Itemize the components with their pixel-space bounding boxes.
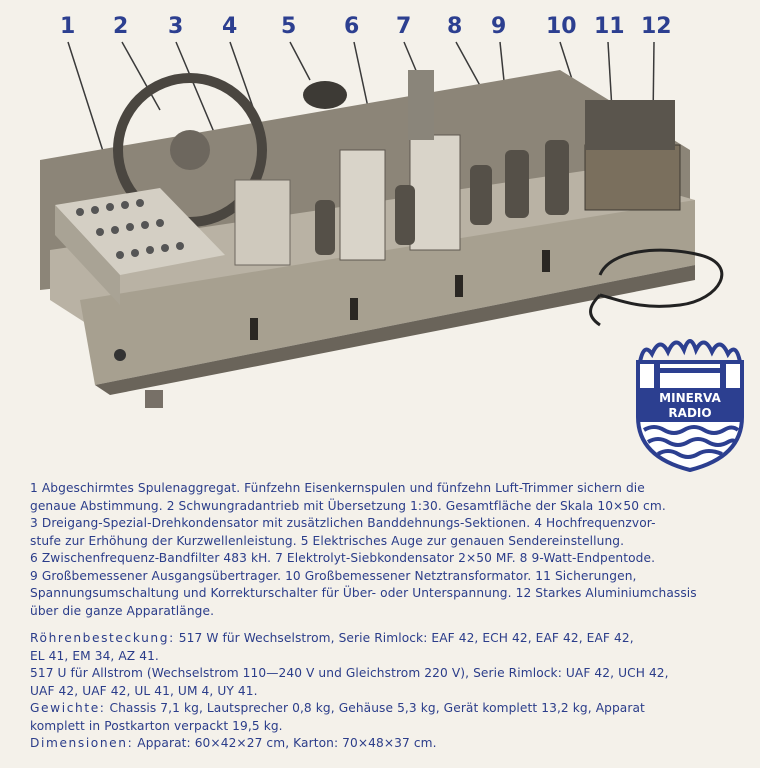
legend-line: 1 Abgeschirmtes Spulenaggregat. Fünfzehn Eisenkernspulen und fünfzehn Luft-Trimmer sichern die [30, 481, 645, 495]
weights-line-1 [30, 700, 730, 718]
logo-text-line2: RADIO [668, 406, 712, 420]
weights-label: Gewichte: [30, 701, 106, 715]
minerva-radio-logo [630, 322, 750, 472]
part-number-11: 11 [594, 14, 625, 39]
part-number-7: 7 [396, 14, 412, 39]
tubes-text-1: 517 W für Wechselstrom, Serie Rimlock: EAF 42, ECH 42, EAF 42, EAF 42, [174, 631, 634, 645]
part-number-10: 10 [546, 14, 577, 39]
legend-line: 6 Zwischenfrequenz-Bandfilter 483 kH. 7 Elektrolyt-Siebkondensator 2×50 MF. 8 9-Watt-Endpentode. [30, 551, 656, 565]
part-number-1: 1 [60, 14, 76, 39]
part-number-6: 6 [344, 14, 360, 39]
legend-line: Spannungsumschaltung und Korrekturschalter für Über- oder Unterspannung. 12 Starkes Aluminiumchassis [30, 586, 697, 600]
part-number-9: 9 [491, 14, 507, 39]
part-number-8: 8 [447, 14, 463, 39]
part-number-4: 4 [222, 14, 238, 39]
dimensions-label: Dimensionen: [30, 736, 134, 750]
weights-text-1: Chassis 7,1 kg, Lautsprecher 0,8 kg, Gehäuse 5,3 kg, Gerät komplett 13,2 kg, Apparat [105, 701, 645, 715]
tubes-line-4: UAF 42, UAF 42, UL 41, UM 4, UY 41. [30, 683, 258, 698]
part-number-2: 2 [113, 14, 129, 39]
dimensions-text: Apparat: 60×42×27 cm, Karton: 70×48×37 cm. [133, 736, 437, 750]
legend-line: stufe zur Erhöhung der Kurzwellenleistung. 5 Elektrisches Auge zur genauen Sendereinstellung. [30, 533, 625, 548]
legend-line: 9 Großbemessener Ausgangsübertrager. 10 Großbemessener Netztransformator. 11 Sicherungen, [30, 568, 637, 583]
legend-line: über die ganze Apparatlänge. [30, 603, 215, 618]
part-number-5: 5 [281, 14, 297, 39]
tubes-line-2: EL 41, EM 34, AZ 41. [30, 648, 159, 663]
logo-text-line1: MINERVA [659, 391, 721, 405]
tubes-line-3: 517 U für Allstrom (Wechselstrom 110—240 V und Gleichstrom 220 V), Serie Rimlock: UAF 42, UCH 42, [30, 666, 669, 680]
legend-line: 3 Dreigang-Spezial-Drehkondensator mit zusätzlichen Banddehnungs-Sektionen. 4 Hochfrequenzvor- [30, 516, 656, 530]
legend-text-block [30, 480, 730, 753]
tubes-label: Röhrenbesteckung: [30, 631, 175, 645]
tubes-line-1 [30, 630, 730, 648]
weights-line-2: komplett in Postkarton verpackt 19,5 kg. [30, 718, 283, 733]
dimensions-line [30, 735, 730, 753]
legend-line: genaue Abstimmung. 2 Schwungradantrieb mit Übersetzung 1:30. Gesamtfläche der Skala 10×50 cm. [30, 498, 666, 513]
part-number-3: 3 [168, 14, 184, 39]
part-number-12: 12 [641, 14, 672, 39]
